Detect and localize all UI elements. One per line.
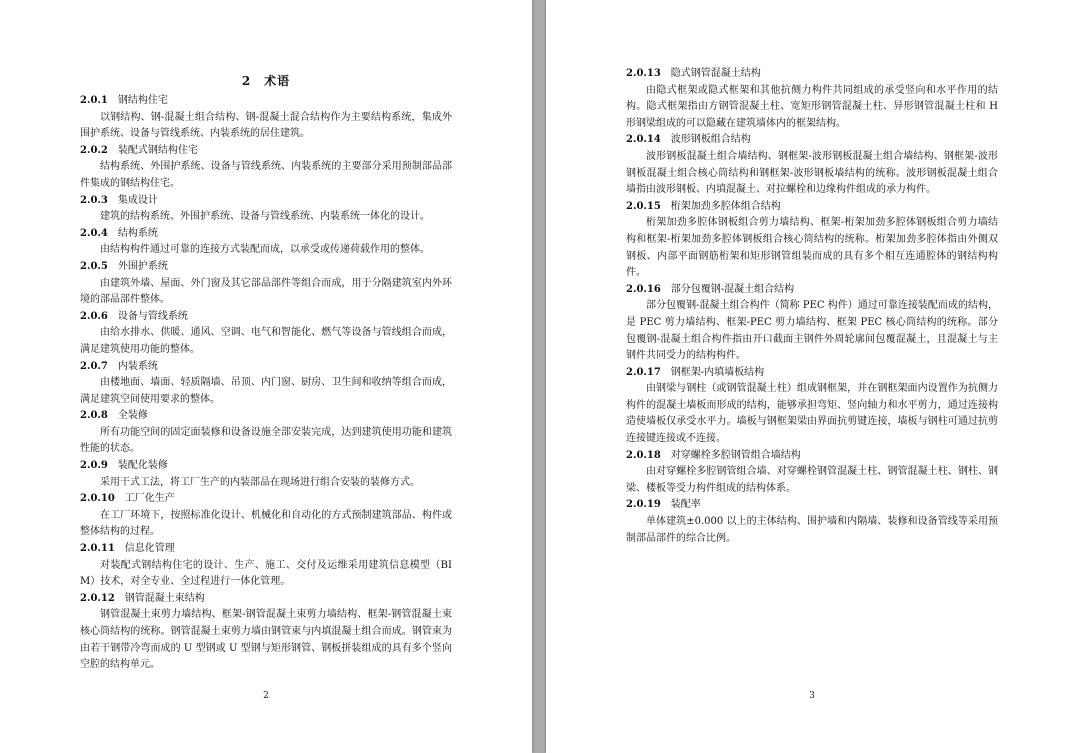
term-definition (80, 425, 452, 458)
term-title: 对穿螺栓多腔钢管组合墙结构 (670, 449, 801, 461)
term-definition (80, 159, 452, 192)
term-title: 装配式钢结构住宅 (117, 144, 198, 156)
term-title: 装配率 (670, 499, 701, 511)
term-title: 工厂化生产 (124, 493, 175, 505)
term-heading (626, 132, 998, 149)
term-separator (661, 68, 671, 79)
term-separator (661, 499, 671, 510)
page-2 (0, 0, 532, 753)
term-number: 2.0.9 (80, 460, 108, 472)
term-number: 2.0.1 (80, 95, 108, 106)
term-heading (80, 93, 452, 110)
term-definition-text: 桁架加劲多腔体钢板组合剪力墙结构、框架-桁架加劲多腔体钢板组合剪力墙结构和框架-桁架加劲多腔体钢板组合核心筒结构的统称。桁架加劲多腔体指由外侧双钢板、内部平面钢筋桁架和矩形钢管组装而成的具有多个相互连通腔体的钢结构构件。 (626, 217, 998, 279)
term-entry (80, 359, 452, 409)
term-title: 内装系统 (117, 360, 158, 372)
term-separator (108, 145, 118, 156)
term-definition-text: 由隐式框架或隐式框架和其他抗侧力构件共同组成的承受竖向和水平作用的结构。隐式框架指由方钢管混凝土柱、宽矩形钢管混凝土柱、异形钢管混凝土柱和 H 形钢梁组成的可以隐藏在建筑墙体内的框架结构。 (626, 84, 998, 129)
term-title: 波形钢板组合结构 (670, 134, 751, 146)
term-number: 2.0.18 (626, 449, 661, 461)
term-title: 桁架加劲多腔体组合结构 (670, 200, 781, 212)
term-separator (108, 95, 118, 106)
term-number: 2.0.4 (80, 227, 108, 239)
right-page-content (626, 66, 998, 547)
term-number: 2.0.3 (80, 194, 108, 206)
term-number: 2.0.8 (80, 410, 108, 422)
term-heading (80, 259, 452, 276)
term-heading (80, 359, 452, 376)
term-number: 2.0.2 (80, 144, 108, 156)
term-title: 钢结构住宅 (117, 95, 168, 106)
term-title: 集成设计 (117, 194, 158, 206)
term-entry (80, 458, 452, 491)
term-definition (626, 149, 998, 199)
term-entry (626, 66, 998, 132)
term-title: 部分包覆钢-混凝土组合结构 (670, 283, 795, 295)
term-entry (80, 491, 452, 541)
term-entry (80, 143, 452, 193)
term-separator (661, 201, 671, 212)
term-heading (80, 143, 452, 160)
term-entry (80, 93, 452, 143)
left-page-content (80, 72, 452, 674)
term-heading (626, 448, 998, 465)
term-number: 2.0.14 (626, 134, 661, 146)
term-definition (626, 298, 998, 364)
term-heading (626, 497, 998, 514)
term-entry (626, 448, 998, 498)
term-number: 2.0.16 (626, 283, 661, 295)
term-entry (80, 226, 452, 259)
term-separator (108, 361, 118, 372)
term-definition-text: 结构系统、外围护系统、设备与管线系统、内装系统的主要部分采用预制部品部件集成的钢结构住宅。 (80, 161, 452, 189)
term-number: 2.0.7 (80, 360, 108, 372)
term-title: 信息化管理 (124, 543, 175, 555)
term-entry (80, 408, 452, 458)
term-heading (626, 365, 998, 382)
term-definition-text: 采用干式工法，将工厂生产的内装部品在现场进行组合安装的装修方式。 (100, 476, 420, 488)
term-entry (80, 259, 452, 309)
term-definition-text: 部分包覆钢-混凝土组合构件（简称 PEC 构件）通过可靠连接装配而成的结构，是 PEC 剪力墙结构、框架-PEC 剪力墙结构、框架 PEC 核心筒结构的统称。部分包覆钢-混凝土组合构件指由开口截面主钢件外周轮廓间包覆混凝土，且混凝土与主钢件共同受力的结构构件。 (626, 300, 998, 362)
term-definition (80, 276, 452, 309)
term-heading (80, 226, 452, 243)
term-definition (626, 464, 998, 497)
term-separator (108, 195, 118, 206)
term-separator (661, 367, 671, 378)
term-entry (626, 497, 998, 547)
term-definition (80, 508, 452, 541)
term-separator (115, 543, 125, 554)
term-separator (661, 134, 671, 145)
term-definition-text: 由建筑外墙、屋面、外门窗及其它部品部件等组合而成，用于分隔建筑室内外环境的部品部件整体。 (80, 277, 452, 306)
term-entry (80, 193, 452, 226)
term-heading (80, 309, 452, 326)
term-definition-text: 单体建筑±0.000 以上的主体结构、围护墙和内隔墙、装修和设备管线等采用预制部品部件的综合比例。 (626, 516, 998, 544)
term-number: 2.0.11 (80, 543, 115, 555)
term-definition (626, 381, 998, 447)
page-number: 2 (263, 691, 269, 701)
term-definition (80, 242, 452, 259)
term-title: 装配化装修 (117, 460, 168, 472)
section-title: 2 术语 (241, 74, 291, 88)
term-entry (80, 309, 452, 359)
term-separator (108, 410, 118, 421)
term-definition-text: 以钢结构、钢-混凝土组合结构、钢-混凝土混合结构作为主要结构系统，集成外围护系统、设备与管线系统、内装系统的居住建筑。 (80, 111, 452, 140)
term-title: 隐式钢管混凝土结构 (670, 68, 761, 79)
term-separator (661, 450, 671, 461)
term-title: 钢管混凝土束结构 (124, 592, 205, 604)
term-heading (80, 591, 452, 608)
term-number: 2.0.5 (80, 260, 108, 272)
term-heading (80, 408, 452, 425)
term-definition (80, 209, 452, 226)
term-entry (80, 591, 452, 674)
term-number: 2.0.12 (80, 592, 115, 604)
term-entry (80, 541, 452, 591)
term-separator (108, 228, 118, 239)
term-definition-text: 建筑的结构系统、外围护系统、设备与管线系统、内装系统一体化的设计。 (100, 211, 430, 223)
term-definition (80, 607, 452, 673)
term-definition-text: 在工厂环境下，按照标准化设计、机械化和自动化的方式预制建筑部品、构件或整体结构的过程。 (80, 509, 452, 538)
term-heading (626, 66, 998, 83)
term-definition-text: 钢管混凝土束剪力墙结构、框架-钢管混凝土束剪力墙结构、框架-钢管混凝土束核心筒结构的统称。钢管混凝土束剪力墙由钢管束与内填混凝土组合而成。钢管束为由若干钢带冷弯而成的 U 型钢或 U 型钢与矩形钢管、钢板拼装组成的具有多个竖向空腔的结构单元。 (80, 609, 452, 671)
term-heading (80, 458, 452, 475)
term-definition (80, 110, 452, 143)
term-title: 外围护系统 (117, 260, 168, 272)
term-separator (115, 593, 125, 604)
term-definition-text: 对装配式钢结构住宅的设计、生产、施工、交付及运维采用建筑信息模型（BIM）技术，对全专业、全过程进行一体化管理。 (80, 559, 452, 588)
term-number: 2.0.17 (626, 366, 661, 378)
term-definition-text: 波形钢板混凝土组合墙结构、钢框架-波形钢板混凝土组合墙结构、钢框架-波形钢板混凝土组合核心筒结构和钢框架-波形钢板墙结构的统称。波形钢板混凝土组合墙指由波形钢板、内填混凝土、对拉螺栓和边缘构件组成的承力构件。 (626, 150, 998, 196)
term-separator (108, 311, 118, 322)
term-definition-text: 所有功能空间的固定面装修和设备设施全部安装完成，达到建筑使用功能和建筑性能的状态。 (80, 426, 452, 455)
page-3 (546, 0, 1078, 753)
term-definition-text: 由钢梁与钢柱（或钢管混凝土柱）组成钢框架，并在钢框架面内设置作为抗侧力构件的混凝土墙板而形成的结构，能够承担弯矩、竖向轴力和水平剪力，通过连接构造使墙板仅承受水平力。墙板与钢框架梁由界面抗剪键连接，墙板与钢柱可通过抗剪连接键连接或不连接。 (626, 383, 998, 445)
term-title: 结构系统 (117, 227, 158, 239)
term-definition (80, 475, 452, 492)
term-definition (80, 325, 452, 358)
term-heading (80, 491, 452, 508)
term-definition (626, 215, 998, 281)
term-separator (661, 284, 671, 295)
term-title: 设备与管线系统 (117, 310, 188, 322)
term-separator (108, 460, 118, 471)
term-definition (626, 83, 998, 133)
term-definition-text: 由楼地面、墙面、轻质隔墙、吊顶、内门窗、厨房、卫生间和收纳等组合而成，满足建筑空间使用要求的整体。 (80, 377, 452, 405)
term-definition-text: 由结构构件通过可靠的连接方式装配而成，以承受或传递荷载作用的整体。 (100, 244, 430, 256)
term-definition-text: 由给水排水、供暖、通风、空调、电气和智能化、燃气等设备与管线组合而成，满足建筑使用功能的整体。 (80, 327, 452, 355)
page-number: 3 (809, 691, 815, 701)
term-heading (80, 193, 452, 210)
term-separator (108, 261, 118, 272)
term-separator (115, 493, 125, 504)
term-number: 2.0.10 (80, 493, 115, 505)
term-entry (626, 199, 998, 282)
term-title: 钢框架-内填墙板结构 (670, 366, 765, 378)
term-entry (626, 282, 998, 365)
term-title: 全装修 (117, 410, 148, 422)
term-heading (80, 541, 452, 558)
term-entry (626, 365, 998, 448)
term-number: 2.0.6 (80, 310, 108, 322)
term-number: 2.0.13 (626, 68, 661, 79)
term-definition (80, 558, 452, 591)
term-heading (626, 199, 998, 216)
term-number: 2.0.15 (626, 200, 661, 212)
term-definition-text: 由对穿螺栓多腔钢管组合墙、对穿螺栓钢管混凝土柱、钢管混凝土柱、钢柱、钢梁、楼板等受力构件组成的结构体系。 (626, 466, 998, 494)
term-entry (626, 132, 998, 198)
term-definition (626, 514, 998, 547)
term-heading (626, 282, 998, 299)
term-number: 2.0.19 (626, 499, 661, 511)
term-definition (80, 375, 452, 408)
